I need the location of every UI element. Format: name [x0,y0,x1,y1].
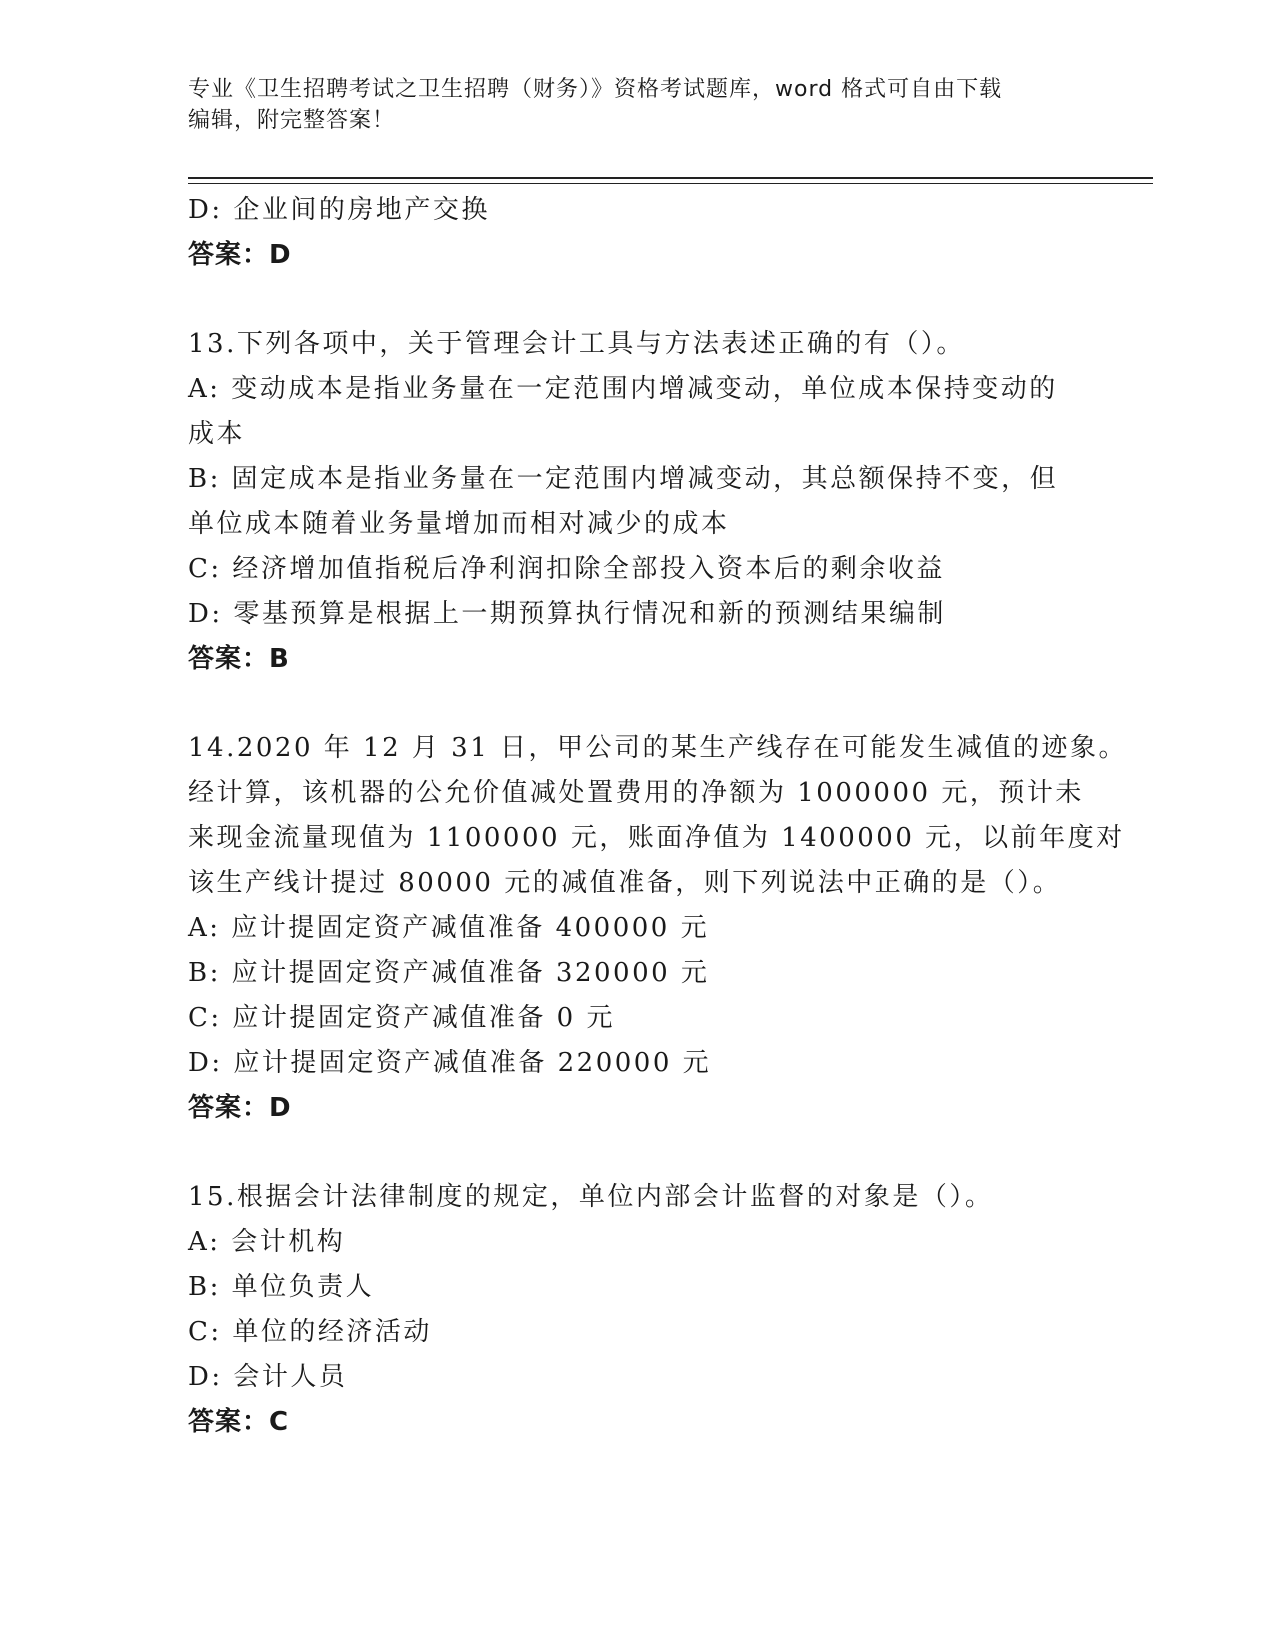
question-13 [188,322,1088,682]
option-d: D: 零基预算是根据上一期预算执行情况和新的预测结果编制 [188,599,946,629]
option-d: D: 应计提固定资产减值准备 220000 元 [188,1048,712,1078]
option-c: C: 应计提固定资产减值准备 0 元 [188,1003,615,1033]
question-stem-line-4: 该生产线计提过 80000 元的减值准备，则下列说法中正确的是（）。 [188,868,1062,898]
document-body [188,188,1128,1445]
question-stem-line-1: 14.2020 年 12 月 31 日，甲公司的某生产线存在可能发生减值的迹象。 [188,733,1128,763]
question-15 [188,1175,1088,1445]
header-divider-thin [188,183,1153,184]
option-c: C: 经济增加值指税后净利润扣除全部投入资本后的剩余收益 [188,554,945,584]
option-b-continued: 单位成本随着业务量增加而相对减少的成本 [188,509,730,539]
answer: 答案：C [188,1407,290,1437]
question-stem: 15.根据会计法律制度的规定，单位内部会计监督的对象是（）。 [188,1182,994,1212]
option-b: B: 应计提固定资产减值准备 320000 元 [188,958,710,988]
option-a: A: 变动成本是指业务量在一定范围内增减变动，单位成本保持变动的 [188,374,1058,404]
question-stem-line-3: 来现金流量现值为 1100000 元，账面净值为 1400000 元，以前年度对 [188,823,1125,853]
header-line-2: 编辑，附完整答案！ [188,108,396,133]
previous-question-tail [188,188,1088,278]
answer: 答案：D [188,1093,292,1123]
option-b: B: 固定成本是指业务量在一定范围内增减变动，其总额保持不变，但 [188,464,1059,494]
option-a: A: 会计机构 [188,1227,346,1257]
answer: 答案：B [188,644,290,674]
answer: 答案：D [188,240,292,270]
option-d: D: 企业间的房地产交换 [188,195,490,225]
header-line-1: 专业《卫生招聘考试之卫生招聘（财务）》资格考试题库，word 格式可自由下载 [188,77,1003,102]
question-stem-line-2: 经计算，该机器的公允价值减处置费用的净额为 1000000 元，预计未 [188,778,1084,808]
header-divider-thick [188,177,1153,179]
page-header [188,74,1088,136]
question-stem: 13.下列各项中，关于管理会计工具与方法表述正确的有（）。 [188,329,965,359]
option-b: B: 单位负责人 [188,1272,375,1302]
option-c: C: 单位的经济活动 [188,1317,432,1347]
question-14 [188,726,1128,1131]
option-a-continued: 成本 [188,419,246,449]
option-a: A: 应计提固定资产减值准备 400000 元 [188,913,710,943]
option-d: D: 会计人员 [188,1362,348,1392]
